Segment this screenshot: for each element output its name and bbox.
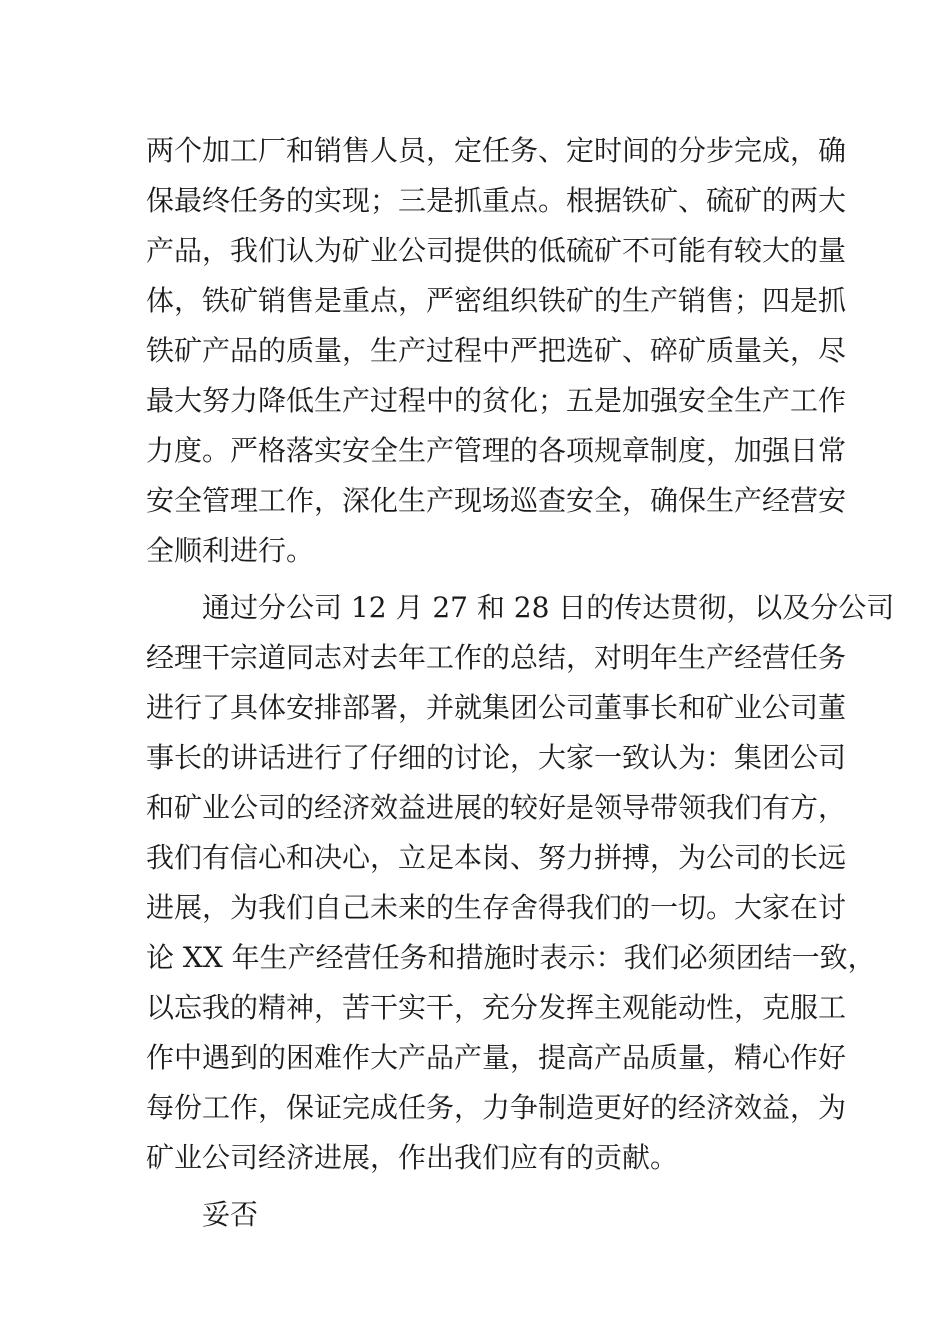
text-line: 力度。严格落实安全生产管理的各项规章制度，加强日常 [146, 434, 847, 467]
text-line: 每份工作，保证完成任务，力争制造更好的经济效益，为 [146, 1091, 847, 1124]
text-line: 我们有信心和决心，立足本岗、努力拼搏，为公司的长远 [146, 841, 847, 874]
text-line: 两个加工厂和销售人员，定任务、定时间的分步完成，确 [146, 134, 847, 167]
text-line: 矿业公司经济进展，作出我们应有的贡献。 [146, 1141, 679, 1174]
text-line: 最大努力降低生产过程中的贫化；五是加强安全生产工作 [146, 384, 847, 417]
text-line: 保最终任务的实现；三是抓重点。根据铁矿、硫矿的两大 [146, 184, 847, 217]
paragraph-2 [146, 583, 895, 1183]
text-line: 通过分公司 12 月 27 和 28 日的传达贯彻，以及分公司 [202, 591, 895, 624]
text-line: 事长的讲话进行了仔细的讨论，大家一致认为：集团公司 [146, 741, 847, 774]
text-line: 以忘我的精神，苦干实干，充分发挥主观能动性，克服工 [146, 991, 847, 1024]
text-line: 进展，为我们自己未来的生存舍得我们的一切。大家在讨 [146, 891, 847, 924]
text-line: 和矿业公司的经济效益进展的较好是领导带领我们有方， [146, 791, 847, 824]
text-line: 铁矿产品的质量，生产过程中严把选矿、碎矿质量关，尽 [146, 334, 847, 367]
text-line: 体，铁矿销售是重点，严密组织铁矿的生产销售；四是抓 [146, 284, 847, 317]
paragraph-spacer [146, 576, 811, 583]
paragraph-1 [146, 126, 847, 576]
closing-text: 妥否 [202, 1198, 259, 1231]
document-body [146, 126, 895, 1240]
text-line: 经理干宗道同志对去年工作的总结，对明年生产经营任务 [146, 641, 847, 674]
text-line: 全顺利进行。 [146, 534, 315, 567]
paragraph-spacer [146, 1183, 811, 1190]
text-line: 安全管理工作，深化生产现场巡查安全，确保生产经营安 [146, 484, 847, 517]
text-line: 进行了具体安排部署，并就集团公司董事长和矿业公司董 [146, 691, 847, 724]
text-line: 论 XX 年生产经营任务和措施时表示：我们必须团结一致， [146, 941, 876, 974]
text-line: 产品，我们认为矿业公司提供的低硫矿不可能有较大的量 [146, 234, 847, 267]
text-line: 作中遇到的困难作大产品产量，提高产品质量，精心作好 [146, 1041, 847, 1074]
paragraph-3 [146, 1190, 811, 1240]
